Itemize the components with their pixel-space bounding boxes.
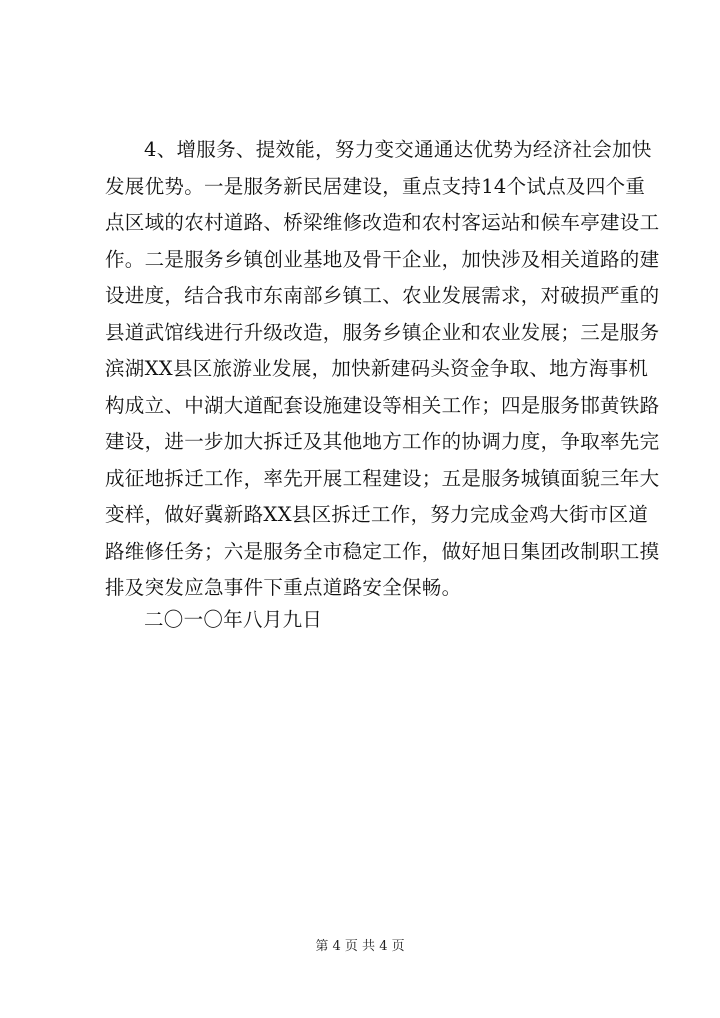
paragraph-line-3: 点区域的农村道路、桥梁维修改造和农村客运站和候车亭建设工 bbox=[105, 211, 660, 234]
paragraph-line-12: 路维修任务；六是服务全市稳定工作，做好旭日集团改制职工摸 bbox=[105, 539, 660, 563]
paragraph-line-2: 发展优势。一是服务新民居建设，重点支持14个试点及四个重 bbox=[105, 174, 646, 198]
paragraph-line-9: 建设，进一步加大拆迁及其他地方工作的协调力度，争取率先完 bbox=[105, 430, 660, 453]
paragraph-line-7: 滨湖XX县区旅游业发展，加快新建码头资金争取、地方海事机 bbox=[105, 357, 649, 380]
page-footer bbox=[0, 938, 720, 956]
paragraph-line-1: 4、增服务、提效能，努力变交通通达优势为经济社会加快 bbox=[144, 138, 652, 161]
paragraph-line-10: 成征地拆迁工作，率先开展工程建设；五是服务城镇面貌三年大 bbox=[105, 466, 660, 490]
paragraph-line-6: 县道武馆线进行升级改造，服务乡镇企业和农业发展；三是服务 bbox=[105, 320, 660, 344]
paragraph-line-13: 排及突发应急事件下重点道路安全保畅。 bbox=[105, 576, 462, 599]
document-date: 二〇一〇年八月九日 bbox=[144, 608, 323, 631]
paragraph-line-11: 变样，做好冀新路XX县区拆迁工作，努力完成金鸡大街市区道 bbox=[105, 503, 649, 526]
body-paragraph bbox=[105, 132, 660, 607]
paragraph-line-8: 构成立、中湖大道配套设施建设等相关工作；四是服务邯黄铁路 bbox=[105, 393, 660, 417]
paragraph-line-4: 作。二是服务乡镇创业基地及骨干企业，加快涉及相关道路的建 bbox=[105, 247, 660, 271]
paragraph-line-5: 设进度，结合我市东南部乡镇工、农业发展需求，对破损严重的 bbox=[105, 284, 660, 307]
page-number-label: 第 4 页 共 4 页 bbox=[315, 939, 405, 954]
